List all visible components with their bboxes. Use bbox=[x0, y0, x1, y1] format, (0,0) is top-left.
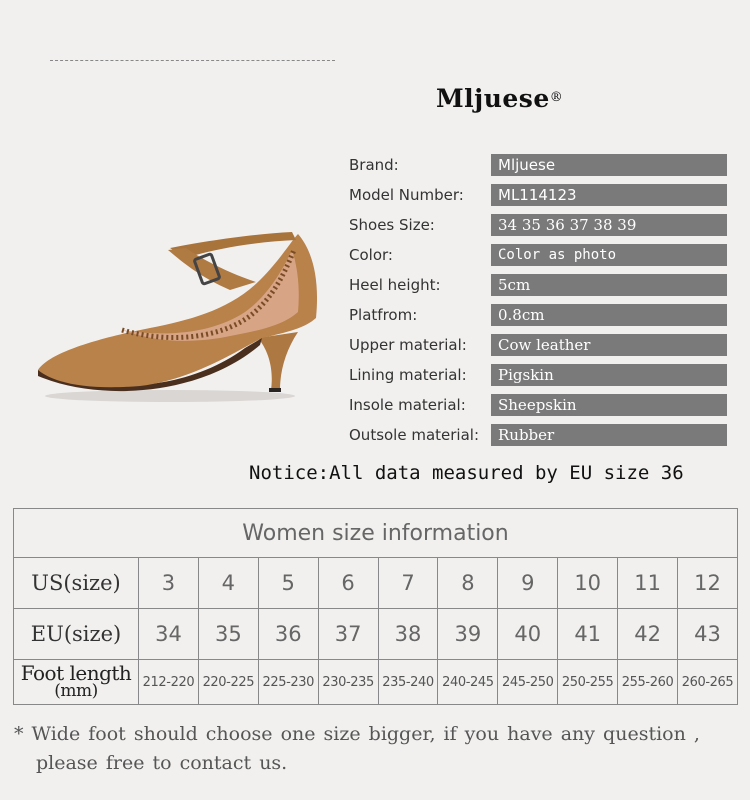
spec-row-insole bbox=[349, 392, 729, 422]
spec-label: Heel height: bbox=[349, 276, 441, 294]
size-cell: 34 bbox=[139, 609, 199, 660]
size-cell: 38 bbox=[378, 609, 438, 660]
size-cell: 260-265 bbox=[678, 660, 738, 705]
size-cell: 11 bbox=[618, 558, 678, 609]
spec-label: Model Number: bbox=[349, 186, 464, 204]
spec-row-model bbox=[349, 182, 729, 212]
size-row-foot-length bbox=[14, 660, 738, 705]
size-cell: 250-255 bbox=[558, 660, 618, 705]
spec-value: 5cm bbox=[491, 274, 727, 296]
size-cell: 40 bbox=[498, 609, 558, 660]
size-cell: 39 bbox=[438, 609, 498, 660]
spec-row-lining bbox=[349, 362, 729, 392]
size-cell: 36 bbox=[258, 609, 318, 660]
size-chart-title-row bbox=[14, 509, 738, 558]
row-header bbox=[14, 660, 139, 705]
size-cell: 4 bbox=[198, 558, 258, 609]
brand-logo bbox=[436, 84, 563, 113]
foot-length-label: Foot length bbox=[20, 661, 132, 685]
size-cell: 212-220 bbox=[139, 660, 199, 705]
spec-value: Color as photo bbox=[491, 244, 727, 266]
row-header: US(size) bbox=[14, 558, 139, 609]
spec-label: Lining material: bbox=[349, 366, 467, 384]
product-image bbox=[30, 220, 330, 410]
spec-value: Rubber bbox=[491, 424, 727, 446]
spec-label: Outsole material: bbox=[349, 426, 480, 444]
spec-value: Cow leather bbox=[491, 334, 727, 356]
spec-value: ML114123 bbox=[491, 184, 727, 206]
spec-row-size bbox=[349, 212, 729, 242]
spec-value: 34 35 36 37 38 39 bbox=[491, 214, 727, 236]
dashed-divider bbox=[50, 60, 335, 61]
spec-row-color bbox=[349, 242, 729, 272]
size-chart bbox=[13, 508, 738, 705]
size-cell: 43 bbox=[678, 609, 738, 660]
registered-mark: ® bbox=[549, 90, 564, 105]
brand-logo-name: Mljuese bbox=[436, 84, 550, 113]
measurement-notice: Notice:All data measured by EU size 36 bbox=[249, 462, 684, 484]
size-cell: 41 bbox=[558, 609, 618, 660]
size-cell: 37 bbox=[318, 609, 378, 660]
spec-label: Insole material: bbox=[349, 396, 466, 414]
size-cell: 255-260 bbox=[618, 660, 678, 705]
spec-value: Sheepskin bbox=[491, 394, 727, 416]
spec-row-heel bbox=[349, 272, 729, 302]
size-cell: 240-245 bbox=[438, 660, 498, 705]
spec-table bbox=[349, 152, 729, 452]
size-cell: 10 bbox=[558, 558, 618, 609]
spec-label: Upper material: bbox=[349, 336, 467, 354]
size-cell: 225-230 bbox=[258, 660, 318, 705]
size-cell: 5 bbox=[258, 558, 318, 609]
foot-length-unit: (mm) bbox=[54, 681, 98, 701]
row-header: EU(size) bbox=[14, 609, 139, 660]
size-advice-footnote bbox=[14, 720, 744, 778]
size-cell: 9 bbox=[498, 558, 558, 609]
spec-label: Platfrom: bbox=[349, 306, 418, 324]
spec-row-platform bbox=[349, 302, 729, 332]
spec-row-brand bbox=[349, 152, 729, 182]
size-cell: 220-225 bbox=[198, 660, 258, 705]
size-cell: 245-250 bbox=[498, 660, 558, 705]
size-cell: 35 bbox=[198, 609, 258, 660]
footnote-line-2: please free to contact us. bbox=[36, 752, 288, 774]
spec-value: 0.8cm bbox=[491, 304, 727, 326]
spec-label: Brand: bbox=[349, 156, 399, 174]
spec-value: Mljuese bbox=[491, 154, 727, 176]
spec-row-upper bbox=[349, 332, 729, 362]
size-row-eu bbox=[14, 609, 738, 660]
size-cell: 230-235 bbox=[318, 660, 378, 705]
heel-tip bbox=[269, 388, 281, 392]
shoe-shadow bbox=[45, 390, 295, 402]
size-cell: 235-240 bbox=[378, 660, 438, 705]
spec-label: Shoes Size: bbox=[349, 216, 435, 234]
size-cell: 12 bbox=[678, 558, 738, 609]
size-cell: 6 bbox=[318, 558, 378, 609]
footnote-line-1: * Wide foot should choose one size bigger, if you have any question , bbox=[14, 723, 700, 745]
spec-label: Color: bbox=[349, 246, 393, 264]
spec-value: Pigskin bbox=[491, 364, 727, 386]
shoe-illustration bbox=[30, 220, 330, 410]
size-cell: 7 bbox=[378, 558, 438, 609]
size-cell: 3 bbox=[139, 558, 199, 609]
spec-row-outsole bbox=[349, 422, 729, 452]
size-cell: 42 bbox=[618, 609, 678, 660]
shoe-heel bbox=[258, 332, 298, 390]
size-chart-title: Women size information bbox=[14, 509, 738, 558]
size-cell: 8 bbox=[438, 558, 498, 609]
size-row-us bbox=[14, 558, 738, 609]
